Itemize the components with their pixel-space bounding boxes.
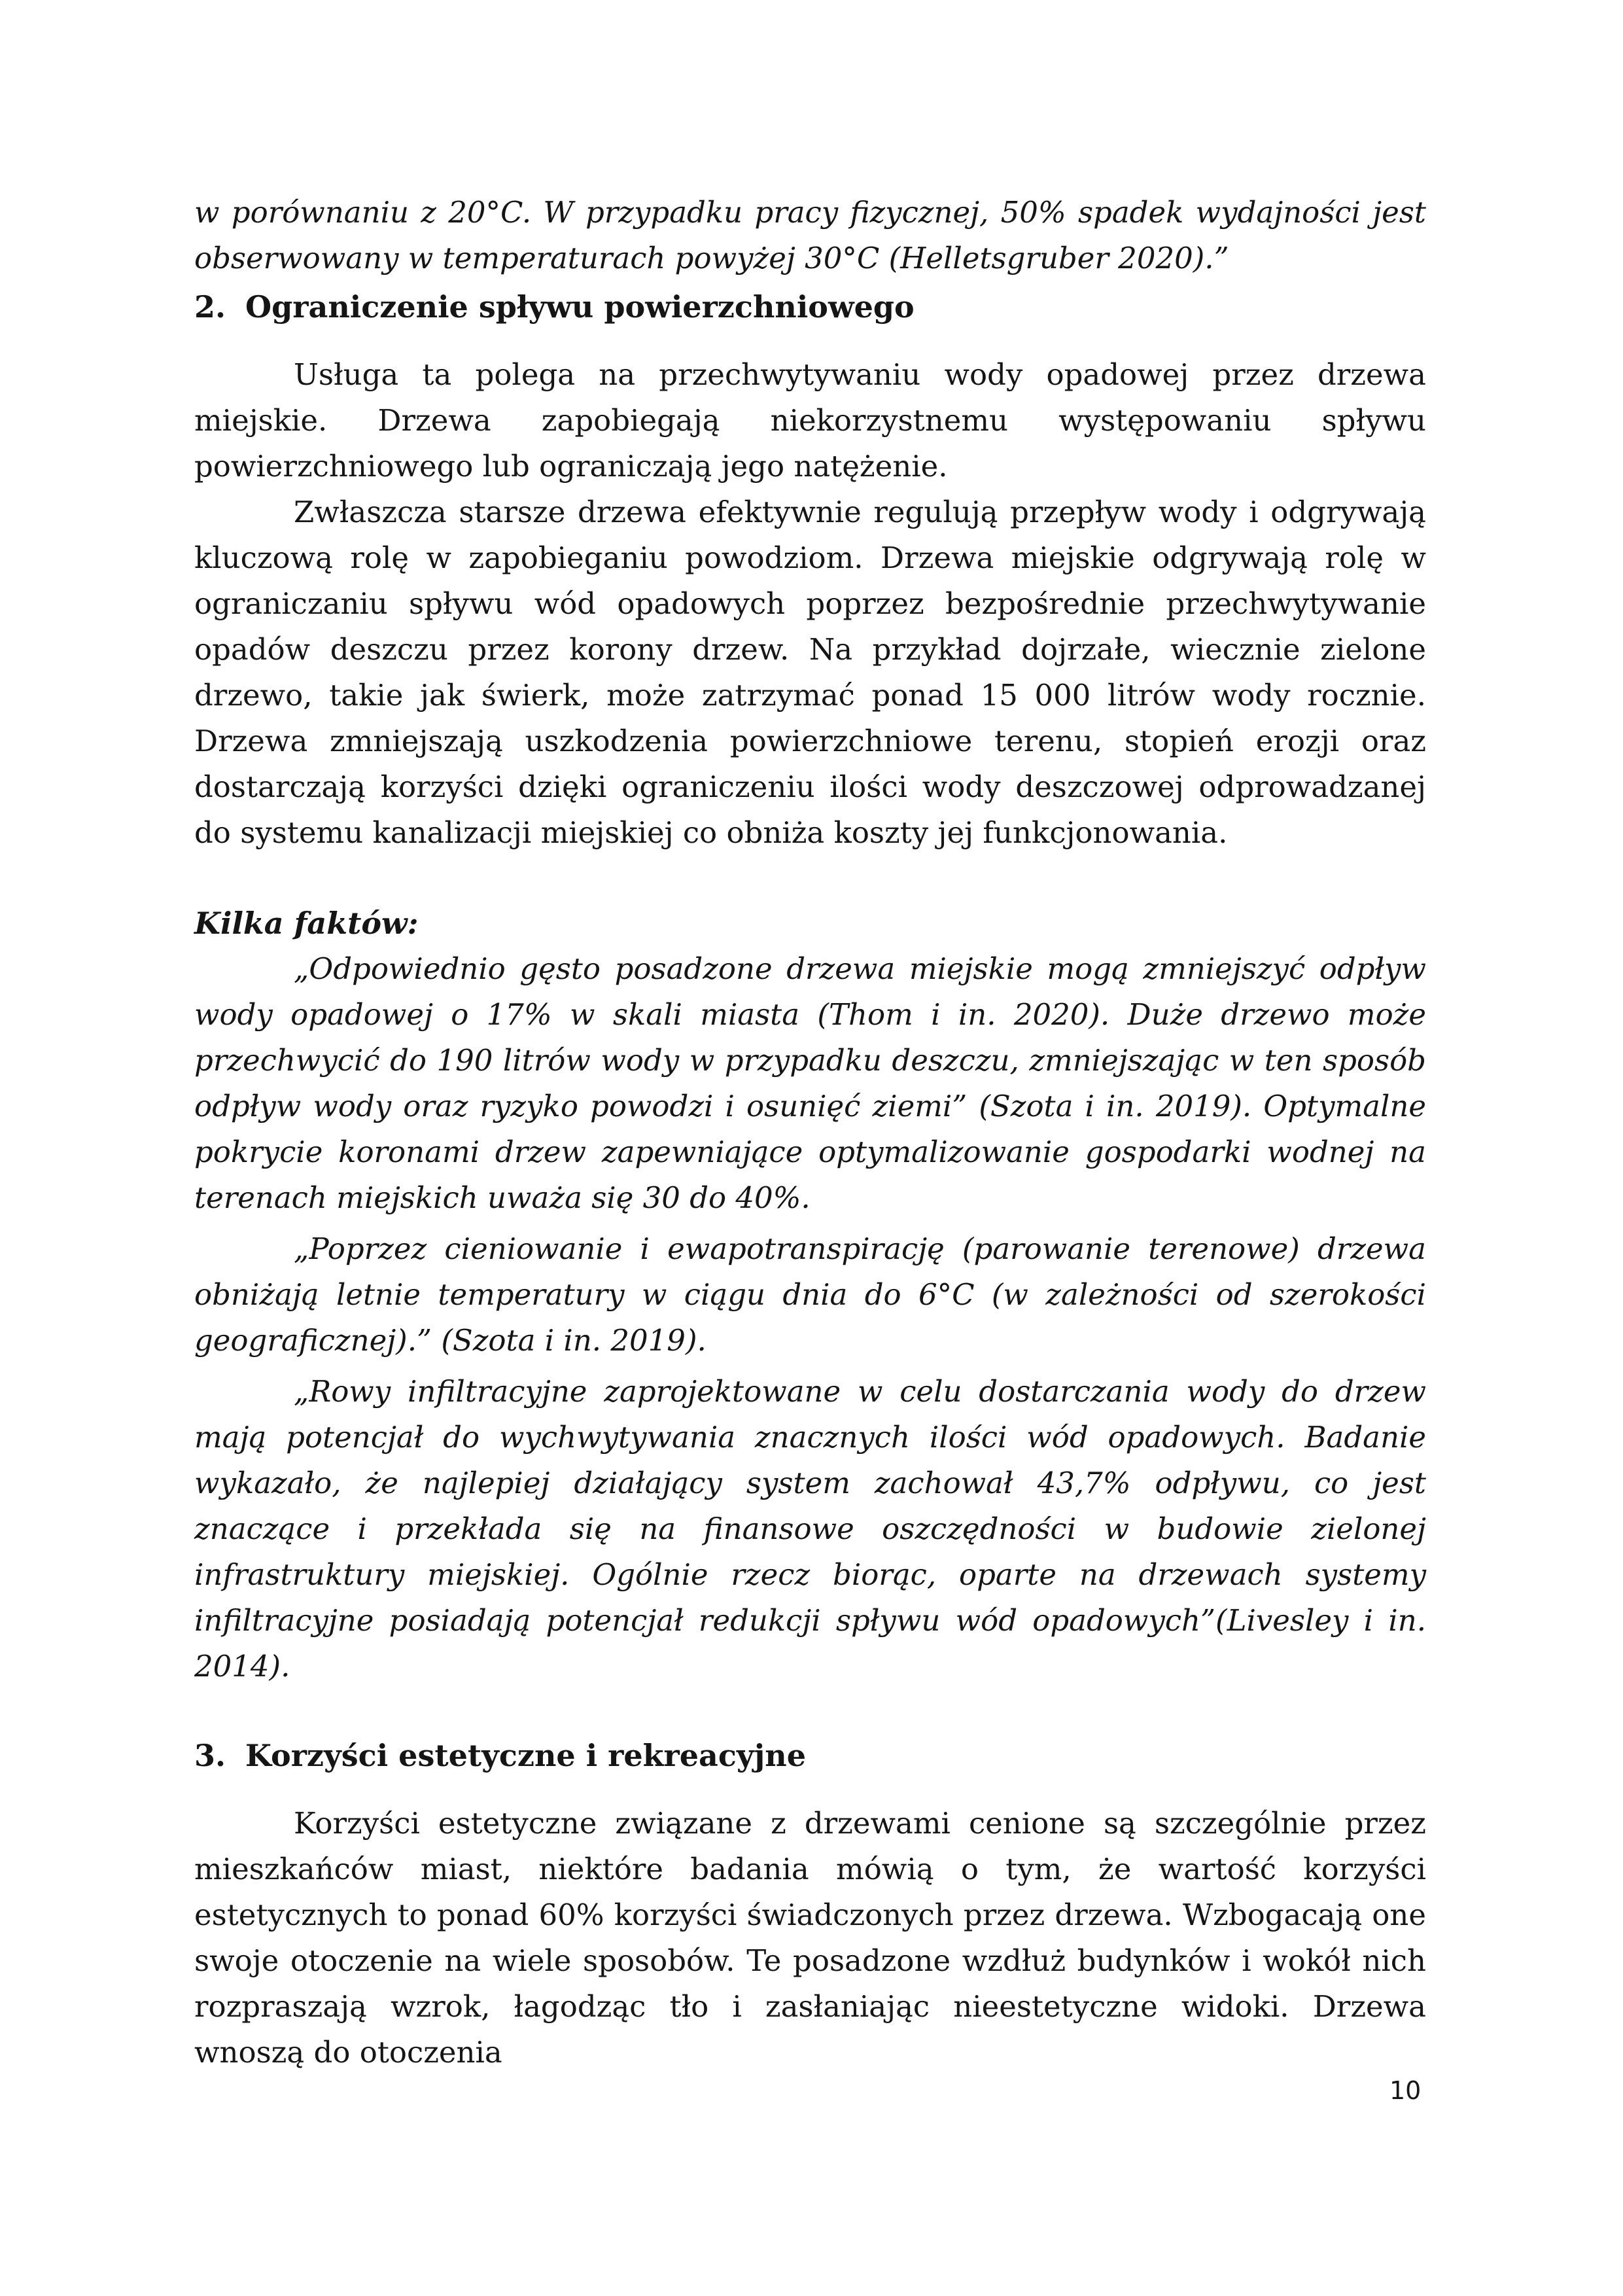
facts-heading: Kilka faktów: [194, 906, 419, 941]
intro-continuation-paragraph: w porównaniu z 20°C. W przypadku pracy fizycznej, 50% spadek wydajności jest obserwowany w temperaturach powyżej 30°C (Helletsgruber 2020).” [194, 195, 1426, 275]
section-3-heading [194, 1733, 1426, 1778]
section-2-paragraph-1: Usługa ta polega na przechwytywaniu wody opadowej przez drzewa miejskie. Drzewa zapobiegają niekorzystnemu występowaniu spływu powierzchniowego lub ograniczają jego natężenie. [194, 357, 1426, 484]
section-3-paragraph-1: Korzyści estetyczne związane z drzewami cenione są szczególnie przez mieszkańców miast, niektóre badania mówią o tym, że wartość korzyści estetycznych to ponad 60% korzyści świadczonych przez drzewa. Wzbogacają one swoje otoczenie na wiele sposobów. Te posadzone wzdłuż budynków i wokół nich rozpraszają wzrok, łagodząc tło i zasłaniając nieestetyczne widoki. Drzewa wnoszą do otoczenia [194, 1806, 1426, 2070]
section-2-paragraph-2: Zwłaszcza starsze drzewa efektywnie regulują przepływ wody i odgrywają kluczową rolę w zapobieganiu powodziom. Drzewa miejskie odgrywają rolę w ograniczaniu spływu wód opadowych poprzez bezpośrednie przechwytywanie opadów deszczu przez korony drzew. Na przykład dojrzałe, wiecznie zielone drzewo, takie jak świerk, może zatrzymać ponad 15 000 litrów wody rocznie. Drzewa zmniejszają uszkodzenia powierzchniowe terenu, stopień erozji oraz dostarczają korzyści dzięki ograniczeniu ilości wody deszczowej odprowadzanej do systemu kanalizacji miejskiej co obniża koszty jej funkcjonowania. [194, 495, 1426, 850]
section-3-number: 3. [194, 1738, 226, 1773]
document-page [194, 185, 1426, 2075]
section-2-number: 2. [194, 289, 226, 325]
section-2-title: Ograniczenie spływu powierzchniowego [245, 289, 915, 325]
section-3-title: Korzyści estetyczne i rekreacyjne [245, 1738, 806, 1773]
facts-quote-2: „Poprzez cieniowanie i ewapotranspirację (parowanie terenowe) drzewa obniżają letnie temperatury w ciągu dnia do 6°C (w zależności od szerokości geograficznej).” (Szota i in. 2019). [194, 1231, 1426, 1358]
facts-quote-3: „Rowy infiltracyjne zaprojektowane w celu dostarczania wody do drzew mają potencjał do wychwytywania znacznych ilości wód opadowych. Badanie wykazało, że najlepiej działający system zachował 43,7% odpływu, co jest znaczące i przekłada się na finansowe oszczędności w budowie zielonej infrastruktury miejskiej. Ogólnie rzecz biorąc, oparte na drzewach systemy infiltracyjne posiadają potencjał redukcji spływu wód opadowych”(Livesley i in. 2014). [194, 1374, 1426, 1684]
facts-quote-1: „Odpowiednio gęsto posadzone drzewa miejskie mogą zmniejszyć odpływ wody opadowej o 17% w skali miasta (Thom i in. 2020). Duże drzewo może przechwycić do 190 litrów wody w przypadku deszczu, zmniejszając w ten sposób odpływ wody oraz ryzyko powodzi i osunięć ziemi” (Szota i in. 2019). Optymalne pokrycie koronami drzew zapewniające optymalizowanie gospodarki wodnej na terenach miejskich uważa się 30 do 40%. [194, 951, 1426, 1215]
page-number: 10 [1389, 2076, 1422, 2105]
section-2-heading [194, 284, 1426, 330]
